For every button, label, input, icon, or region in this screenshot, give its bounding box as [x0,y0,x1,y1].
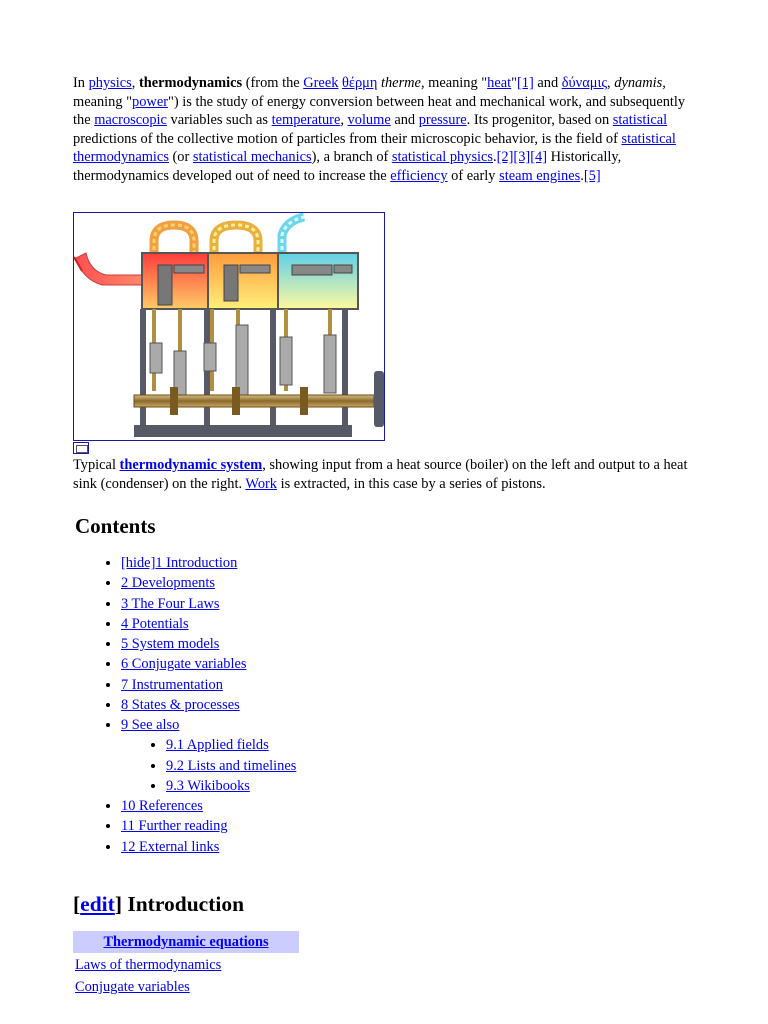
text: ") is the study of energy conversion between heat and mechanical work, and subsequently the [73,93,686,129]
text: and [390,112,419,129]
infobox-link-laws[interactable]: Laws of thermodynamics [75,957,222,973]
link-greek[interactable]: Greek [303,75,339,91]
toc-item [121,816,296,836]
text: (from the [242,75,304,91]
toc-item [121,573,296,593]
toc-link[interactable]: 9.1 Applied fields [166,737,269,754]
link-work[interactable]: Work [245,475,278,492]
toc-link[interactable]: 7 Instrumentation [121,676,223,693]
text: " [511,75,518,91]
toc-item [121,675,296,695]
toc-hide-toggle[interactable]: [hide] [121,555,156,571]
link-statistical-mechanics[interactable]: statistical mechanics [192,149,312,166]
toc-link[interactable]: 2 Developments [121,575,215,592]
link-statistical-physics[interactable]: statistical physics [391,149,494,166]
section-heading-introduction [73,892,244,917]
toc-item [121,695,296,715]
link-temperature[interactable]: temperature [271,112,341,129]
bracket: ] [114,892,122,916]
toc-link[interactable]: 4 Potentials [121,615,189,632]
link-pressure[interactable]: pressure [418,112,467,129]
toc-link[interactable]: 9.3 Wikibooks [166,777,250,794]
ref-2[interactable]: [2] [496,149,514,166]
toc-subitem [166,756,296,776]
toc-link[interactable]: 9.2 Lists and timelines [166,757,297,774]
edit-link[interactable]: edit [80,892,115,916]
toc-sublist [121,735,296,796]
intro-paragraph [73,74,698,186]
toc-item [121,634,296,654]
link-steam-engines[interactable]: steam engines [499,167,581,184]
term-therme: therme, [380,75,425,91]
link-power[interactable]: power [132,93,168,110]
link-statistical[interactable]: statistical [612,112,668,129]
text: , [131,75,139,91]
toc-item [121,715,296,796]
text: meaning " [424,75,488,91]
term-dynamis: dynamis, [614,75,666,91]
toc-subitem [166,735,296,755]
link-thermodynamic-system[interactable]: thermodynamic system [119,457,263,473]
toc-link[interactable]: 3 The Four Laws [121,595,220,612]
link-macroscopic[interactable]: macroscopic [94,112,167,129]
text: and [533,75,562,91]
term-thermodynamics: thermodynamics [138,75,243,91]
link-physics[interactable]: physics [88,75,132,91]
text: ), a branch of [311,149,392,166]
table-of-contents [81,553,296,857]
toc-link[interactable]: 10 References [121,798,203,814]
toc-item [121,594,296,614]
link-volume[interactable]: volume [347,112,391,129]
text: of early [447,167,500,184]
toc-item [121,796,296,816]
text: meaning " [73,93,133,110]
text: . Its progenitor, based on [466,112,613,129]
ref-4[interactable]: [4] [530,149,547,166]
toc-item [121,553,296,573]
ref-1[interactable]: [1] [517,75,534,91]
toc-link[interactable]: 5 System models [121,636,220,652]
toc-link[interactable]: 9 See also [121,717,180,733]
ref-3[interactable]: [3] [513,149,531,166]
text: is extracted, in this case by a series of pistons. [277,475,546,492]
enlarge-icon[interactable] [73,442,89,454]
toc-link[interactable]: 11 Further reading [121,818,228,835]
contents-title: Contents [75,514,156,538]
toc-link[interactable]: 12 External links [121,838,220,855]
ref-5[interactable]: [5] [583,167,601,184]
infobox-link-conjugate-variables[interactable]: Conjugate variables [75,979,190,995]
text: . [580,167,584,184]
link-dynamis-greek[interactable]: δύναμις [561,75,608,91]
link-therme-greek[interactable]: θέρμη [342,75,378,91]
toc-item [121,837,296,857]
magnify-box [76,445,88,453]
engine-diagram [74,213,384,440]
toc-item [121,654,296,674]
toc-link[interactable]: 1 Introduction [155,555,238,571]
toc-link[interactable]: 8 States & processes [121,696,240,713]
toc-link[interactable]: 6 Conjugate variables [121,656,247,673]
text: predictions of the collective motion of particles from their microscopic behavior, is the field of [73,130,622,147]
infobox-title-link[interactable]: Thermodynamic equations [103,934,269,950]
text: Typical [73,457,120,473]
text: variables such as [166,112,272,129]
text: , [607,75,611,91]
text: In [73,75,89,91]
section-title-text: Introduction [121,892,245,916]
text: , [340,112,348,129]
text: Historically, thermodynamics developed out of need to increase the [73,149,622,184]
text: . [493,149,497,166]
infobox-title [73,931,299,953]
link-statistical-thermodynamics[interactable]: statistical thermodynamics [73,130,676,166]
text: (or [168,149,193,166]
figure-caption [73,456,698,494]
text: , showing input from a heat source (boiler) on the left and output to a heat sink (condenser) on the right. [73,457,688,492]
link-efficiency[interactable]: efficiency [390,167,448,184]
thermodynamic-system-illustration[interactable] [73,212,385,441]
link-heat[interactable]: heat [487,75,512,91]
toc-subitem [166,776,296,796]
toc-item [121,614,296,634]
bracket: [ [73,892,81,916]
